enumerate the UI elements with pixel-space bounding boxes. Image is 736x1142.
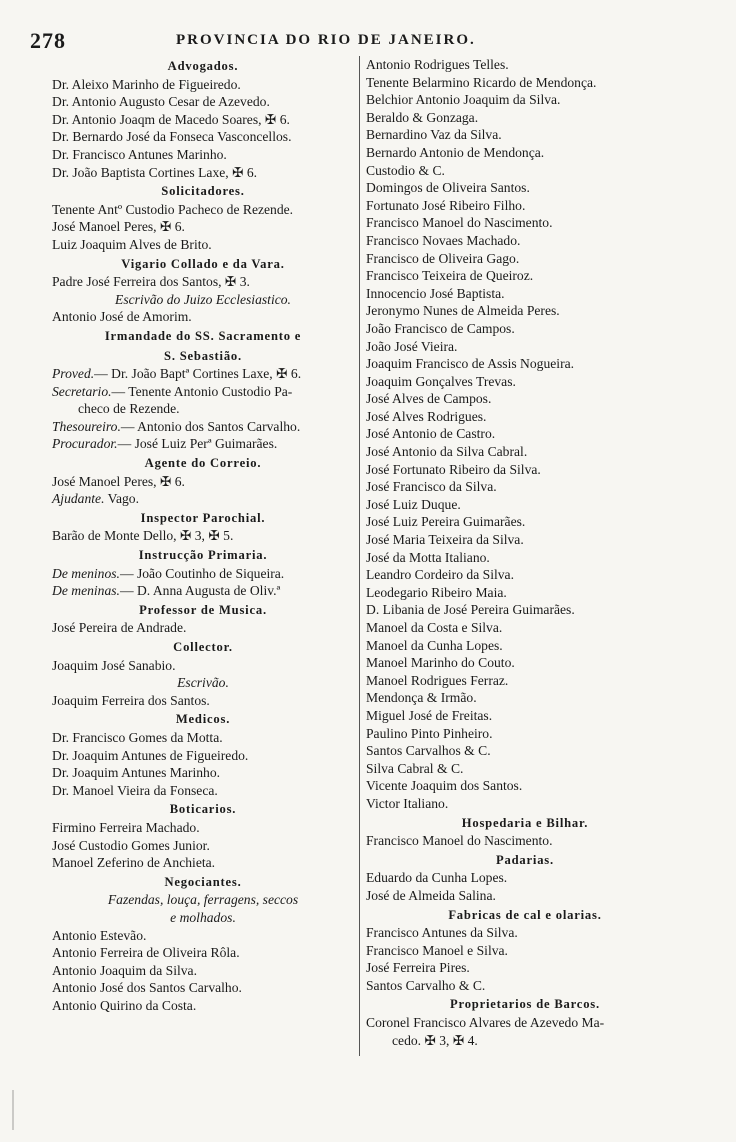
- role-holder: — Tenente Antonio Custodio Pa-: [111, 383, 293, 399]
- directory-entry: Joaquim Gonçalves Trevas.: [366, 373, 516, 389]
- directory-entry: Joaquim José Sanabio.: [52, 657, 176, 673]
- directory-entry: Joaquim Ferreira dos Santos.: [52, 692, 210, 708]
- directory-entry: Antonio José dos Santos Carvalho.: [52, 980, 242, 996]
- directory-entry: Fortunato José Ribeiro Filho.: [366, 197, 526, 213]
- section-heading: Medicos.: [175, 712, 231, 727]
- role-label: Procurador.: [52, 436, 118, 452]
- directory-entry: Antonio Rodrigues Telles.: [366, 57, 509, 72]
- role-holder: — Antonio dos Santos Carvalho.: [120, 418, 301, 434]
- directory-entry: Padre José Ferreira dos Santos, ✠ 3.: [52, 274, 250, 290]
- directory-entry: Francisco de Oliveira Gago.: [366, 250, 520, 266]
- role-entry: [52, 582, 354, 600]
- section-heading: Advogados.: [167, 59, 239, 73]
- role-holder: — Dr. João Baptª Cortines Laxe, ✠ 6.: [94, 366, 302, 382]
- directory-entry: Francisco Novaes Machado.: [366, 232, 521, 248]
- role-entry: [52, 383, 354, 401]
- entry-continuation: cedo. ✠ 3, ✠ 4.: [392, 1032, 478, 1048]
- directory-entry: José Luiz Duque.: [366, 496, 461, 512]
- directory-entry: Bernardino Vaz da Silva.: [366, 127, 502, 143]
- directory-entry: Dr. Bernardo José da Fonseca Vasconcellos.: [52, 129, 292, 145]
- section-heading: Collector.: [173, 640, 233, 654]
- directory-entry: Dr. João Baptista Cortines Laxe, ✠ 6.: [52, 164, 258, 180]
- directory-entry: José Manoel Peres, ✠ 6.: [52, 473, 185, 489]
- directory-entry: Innocencio José Baptista.: [366, 285, 505, 301]
- directory-entry: Luiz Joaquim Alves de Brito.: [52, 236, 212, 252]
- subheading-italic: Escrivão.: [177, 675, 229, 691]
- directory-entry: Domingos de Oliveira Santos.: [366, 180, 530, 196]
- running-head: PROVINCIA DO RIO DE JANEIRO.: [176, 32, 476, 48]
- section-heading: Fabricas de cal e olarias.: [448, 907, 602, 922]
- directory-entry: Antonio José de Amorim.: [52, 309, 192, 325]
- directory-entry: Antonio Estevão.: [52, 927, 147, 943]
- role-holder: — João Coutinho de Siqueira.: [119, 565, 285, 581]
- directory-entry: Manoel da Costa e Silva.: [366, 620, 503, 635]
- directory-entry: Bernardo Antonio de Mendonça.: [366, 144, 545, 160]
- directory-entry: Dr. Manoel Vieira da Fonseca.: [52, 782, 218, 798]
- directory-entry: Manoel Marinho do Couto.: [366, 655, 515, 671]
- subheading-italic: e molhados.: [170, 909, 236, 925]
- directory-entry: Belchior Antonio Joaquim da Silva.: [366, 92, 561, 108]
- subheading-italic: Fazendas, louça, ferragens, seccos: [107, 892, 299, 908]
- entry-continuation: checo de Rezende.: [78, 401, 180, 417]
- directory-entry: Francisco Manoel e Silva.: [366, 942, 508, 958]
- role-entry: [52, 565, 354, 583]
- directory-entry: Custodio & C.: [366, 162, 445, 178]
- column-divider: [359, 56, 360, 1056]
- page-number: 278: [30, 28, 66, 53]
- section-heading: Proprietarios de Barcos.: [450, 997, 600, 1012]
- subheading-italic: Escrivão do Juizo Ecclesiastico.: [115, 291, 291, 307]
- directory-entry: Joaquim Francisco de Assis Nogueira.: [366, 356, 575, 372]
- directory-entry: Firmino Ferreira Machado.: [52, 819, 200, 835]
- section-heading: Solicitadores.: [161, 184, 245, 199]
- directory-entry: José Custodio Gomes Junior.: [52, 837, 210, 853]
- directory-entry: Beraldo & Gonzaga.: [366, 109, 479, 125]
- role-label: Thesoureiro.: [52, 418, 121, 434]
- directory-entry: Tenente Antº Custodio Pacheco de Rezende.: [52, 201, 294, 217]
- directory-entry: Coronel Francisco Alvares de Azevedo Ma-: [366, 1015, 605, 1031]
- directory-entry: José Alves de Campos.: [366, 391, 492, 407]
- directory-entry: Manoel da Cunha Lopes.: [366, 637, 503, 653]
- directory-entry: Dr. Aleixo Marinho de Figueiredo.: [52, 76, 241, 92]
- directory-entry: Dr. Joaquim Antunes Marinho.: [52, 765, 221, 781]
- directory-entry: José Maria Teixeira da Silva.: [366, 532, 524, 548]
- section-heading: Vigario Collado e da Vara.: [121, 256, 285, 271]
- role-holder: — José Luiz Perª Guimarães.: [117, 436, 278, 452]
- directory-entry: José Antonio de Castro.: [366, 426, 496, 442]
- directory-entry: José Antonio da Silva Cabral.: [366, 444, 528, 460]
- role-entry: [52, 435, 354, 453]
- directory-entry: João Francisco de Campos.: [366, 320, 515, 336]
- directory-entry: João José Vieira.: [366, 338, 458, 354]
- directory-entry: Tenente Belarmino Ricardo de Mendonça.: [366, 74, 597, 90]
- role-label: De meninas.: [52, 583, 120, 599]
- directory-entry: Leodegario Ribeiro Maia.: [366, 584, 507, 600]
- directory-entry: Antonio Ferreira de Oliveira Rôla.: [52, 945, 240, 961]
- directory-entry: Jeronymo Nunes de Almeida Peres.: [366, 303, 560, 319]
- directory-entry: Victor Italiano.: [366, 795, 449, 811]
- section-heading: Negociantes.: [164, 874, 242, 889]
- section-heading: Hospedaria e Bilhar.: [461, 815, 589, 830]
- section-heading: Agente do Correio.: [144, 456, 262, 471]
- directory-entry: José Luiz Pereira Guimarães.: [366, 514, 526, 530]
- directory-entry: Mendonça & Irmão.: [366, 690, 477, 706]
- directory-entry: Francisco Teixeira de Queiroz.: [366, 268, 534, 284]
- directory-entry: José Manoel Peres, ✠ 6.: [52, 219, 185, 235]
- directory-entry: Manoel Zeferino de Anchieta.: [52, 855, 216, 871]
- section-heading: Irmandade do SS. Sacramento e: [104, 328, 302, 343]
- directory-entry: Santos Carvalho & C.: [366, 977, 486, 993]
- directory-entry: Dr. Francisco Antunes Marinho.: [52, 146, 227, 162]
- directory-entry: Francisco Manoel do Nascimento.: [366, 215, 553, 231]
- directory-entry: José Francisco da Silva.: [366, 479, 497, 495]
- role-entry: [52, 418, 354, 436]
- role-label: Ajudante.: [52, 491, 105, 507]
- role-holder: Vago.: [104, 491, 139, 507]
- role-entry: [52, 365, 354, 383]
- directory-entry: Miguel José de Freitas.: [366, 707, 493, 723]
- page-edge-mark: [12, 1090, 32, 1130]
- directory-entry: José Fortunato Ribeiro da Silva.: [366, 461, 541, 477]
- directory-entry: Francisco Manoel do Nascimento.: [366, 833, 553, 849]
- directory-entry: Silva Cabral & C.: [366, 760, 464, 776]
- directory-entry: Leandro Cordeiro da Silva.: [366, 567, 514, 583]
- directory-entry: Vicente Joaquim dos Santos.: [366, 778, 523, 794]
- left-column: [52, 56, 354, 1014]
- directory-entry: Antonio Quirino da Costa.: [52, 997, 197, 1013]
- section-heading: Professor de Musica.: [139, 602, 267, 617]
- section-heading: S. Sebastião.: [164, 348, 242, 363]
- directory-entry: Dr. Antonio Augusto Cesar de Azevedo.: [52, 94, 270, 110]
- directory-entry: Manoel Rodrigues Ferraz.: [366, 672, 509, 688]
- section-heading: Padarias.: [496, 852, 554, 867]
- directory-entry: Dr. Joaquim Antunes de Figueiredo.: [52, 747, 249, 763]
- directory-entry: Paulino Pinto Pinheiro.: [366, 725, 493, 741]
- role-label: Secretario.: [52, 383, 112, 399]
- directory-entry: José da Motta Italiano.: [366, 549, 490, 565]
- role-holder: — D. Anna Augusta de Oliv.ª: [119, 583, 281, 599]
- directory-entry: Francisco Antunes da Silva.: [366, 925, 518, 941]
- directory-entry: Eduardo da Cunha Lopes.: [366, 870, 508, 886]
- role-label: De meninos.: [52, 565, 120, 581]
- directory-entry: José de Almeida Salina.: [366, 887, 496, 903]
- directory-entry: Dr. Francisco Gomes da Motta.: [52, 729, 223, 745]
- directory-entry: Santos Carvalhos & C.: [366, 743, 491, 759]
- directory-entry: Dr. Antonio Joaqm de Macedo Soares, ✠ 6.: [52, 111, 290, 127]
- directory-entry: José Alves Rodrigues.: [366, 408, 487, 424]
- section-heading: Instrucção Primaria.: [138, 548, 268, 563]
- section-heading: Inspector Parochial.: [140, 510, 266, 525]
- directory-entry: Barão de Monte Dello, ✠ 3, ✠ 5.: [52, 528, 234, 544]
- right-column: [366, 56, 684, 1049]
- section-heading: Boticarios.: [169, 802, 237, 817]
- directory-entry: José Pereira de Andrade.: [52, 620, 187, 636]
- directory-entry: Antonio Joaquim da Silva.: [52, 962, 197, 978]
- directory-entry: D. Libania de José Pereira Guimarães.: [366, 602, 575, 618]
- role-entry: [52, 490, 354, 508]
- directory-entry: José Ferreira Pires.: [366, 960, 470, 976]
- role-label: Proved.: [52, 366, 95, 382]
